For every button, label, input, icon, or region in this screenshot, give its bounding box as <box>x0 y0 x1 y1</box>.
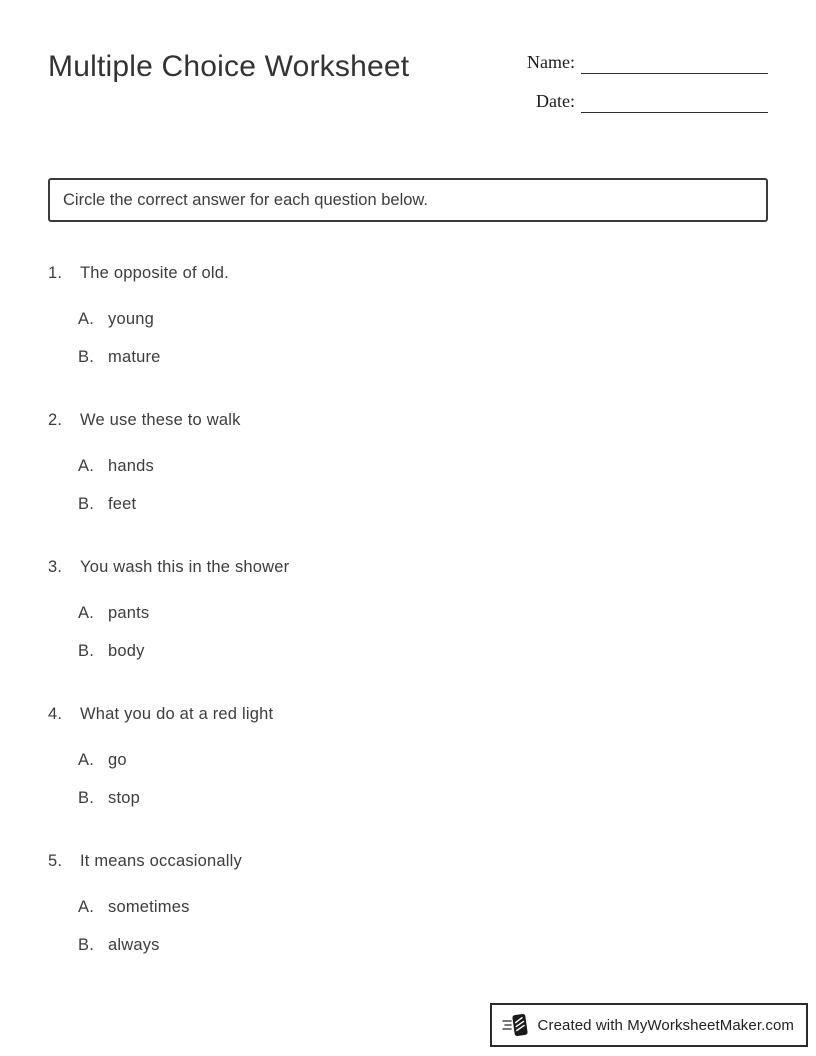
option-text: feet <box>108 495 137 513</box>
question-item <box>48 408 768 516</box>
question-item <box>48 849 768 957</box>
date-line <box>581 89 768 113</box>
option-text: sometimes <box>108 898 190 916</box>
question-text: It means occasionally <box>80 852 242 870</box>
option-letter: B. <box>78 642 94 660</box>
page-title: Multiple Choice Worksheet <box>48 50 410 83</box>
option-letter: A. <box>78 604 94 622</box>
name-line <box>581 50 768 74</box>
option-item <box>78 492 768 516</box>
question-number: 1. <box>48 264 63 282</box>
option-text: always <box>108 936 160 954</box>
option-letter: A. <box>78 310 94 328</box>
question-text: What you do at a red light <box>80 705 274 723</box>
header <box>48 48 768 128</box>
option-text: go <box>108 751 127 769</box>
question-line <box>48 555 768 579</box>
date-label: Date: <box>536 91 575 112</box>
option-item <box>78 748 768 772</box>
question-number: 4. <box>48 705 63 723</box>
question-line <box>48 849 768 873</box>
question-text: We use these to walk <box>80 411 241 429</box>
option-item <box>78 345 768 369</box>
worksheet-logo-icon <box>502 1012 530 1038</box>
footer-text: Created with MyWorksheetMaker.com <box>537 1016 794 1034</box>
option-text: mature <box>108 348 161 366</box>
option-text: young <box>108 310 154 328</box>
option-letter: B. <box>78 348 94 366</box>
footer-badge <box>490 1003 808 1047</box>
name-field-row <box>518 50 768 74</box>
option-item <box>78 307 768 331</box>
option-item <box>78 454 768 478</box>
date-field-row <box>518 89 768 113</box>
option-item <box>78 639 768 663</box>
option-letter: B. <box>78 789 94 807</box>
instructions-box <box>48 178 768 222</box>
question-line <box>48 408 768 432</box>
question-item <box>48 702 768 810</box>
option-letter: A. <box>78 898 94 916</box>
option-list <box>78 748 768 810</box>
option-item <box>78 895 768 919</box>
option-item <box>78 601 768 625</box>
name-date-block <box>518 48 768 128</box>
option-text: stop <box>108 789 140 807</box>
option-letter: A. <box>78 751 94 769</box>
question-line <box>48 261 768 285</box>
question-number: 3. <box>48 558 63 576</box>
option-text: pants <box>108 604 150 622</box>
name-label: Name: <box>527 52 575 73</box>
question-text: The opposite of old. <box>80 264 229 282</box>
option-list <box>78 895 768 957</box>
option-letter: B. <box>78 495 94 513</box>
option-list <box>78 307 768 369</box>
option-letter: A. <box>78 457 94 475</box>
option-text: body <box>108 642 145 660</box>
option-letter: B. <box>78 936 94 954</box>
option-list <box>78 601 768 663</box>
question-number: 5. <box>48 852 63 870</box>
question-item <box>48 261 768 369</box>
question-text: You wash this in the shower <box>80 558 290 576</box>
question-line <box>48 702 768 726</box>
option-item <box>78 933 768 957</box>
instructions-text: Circle the correct answer for each question below. <box>63 191 429 209</box>
option-text: hands <box>108 457 154 475</box>
question-number: 2. <box>48 411 63 429</box>
question-list <box>48 261 768 957</box>
question-item <box>48 555 768 663</box>
option-item <box>78 786 768 810</box>
option-list <box>78 454 768 516</box>
